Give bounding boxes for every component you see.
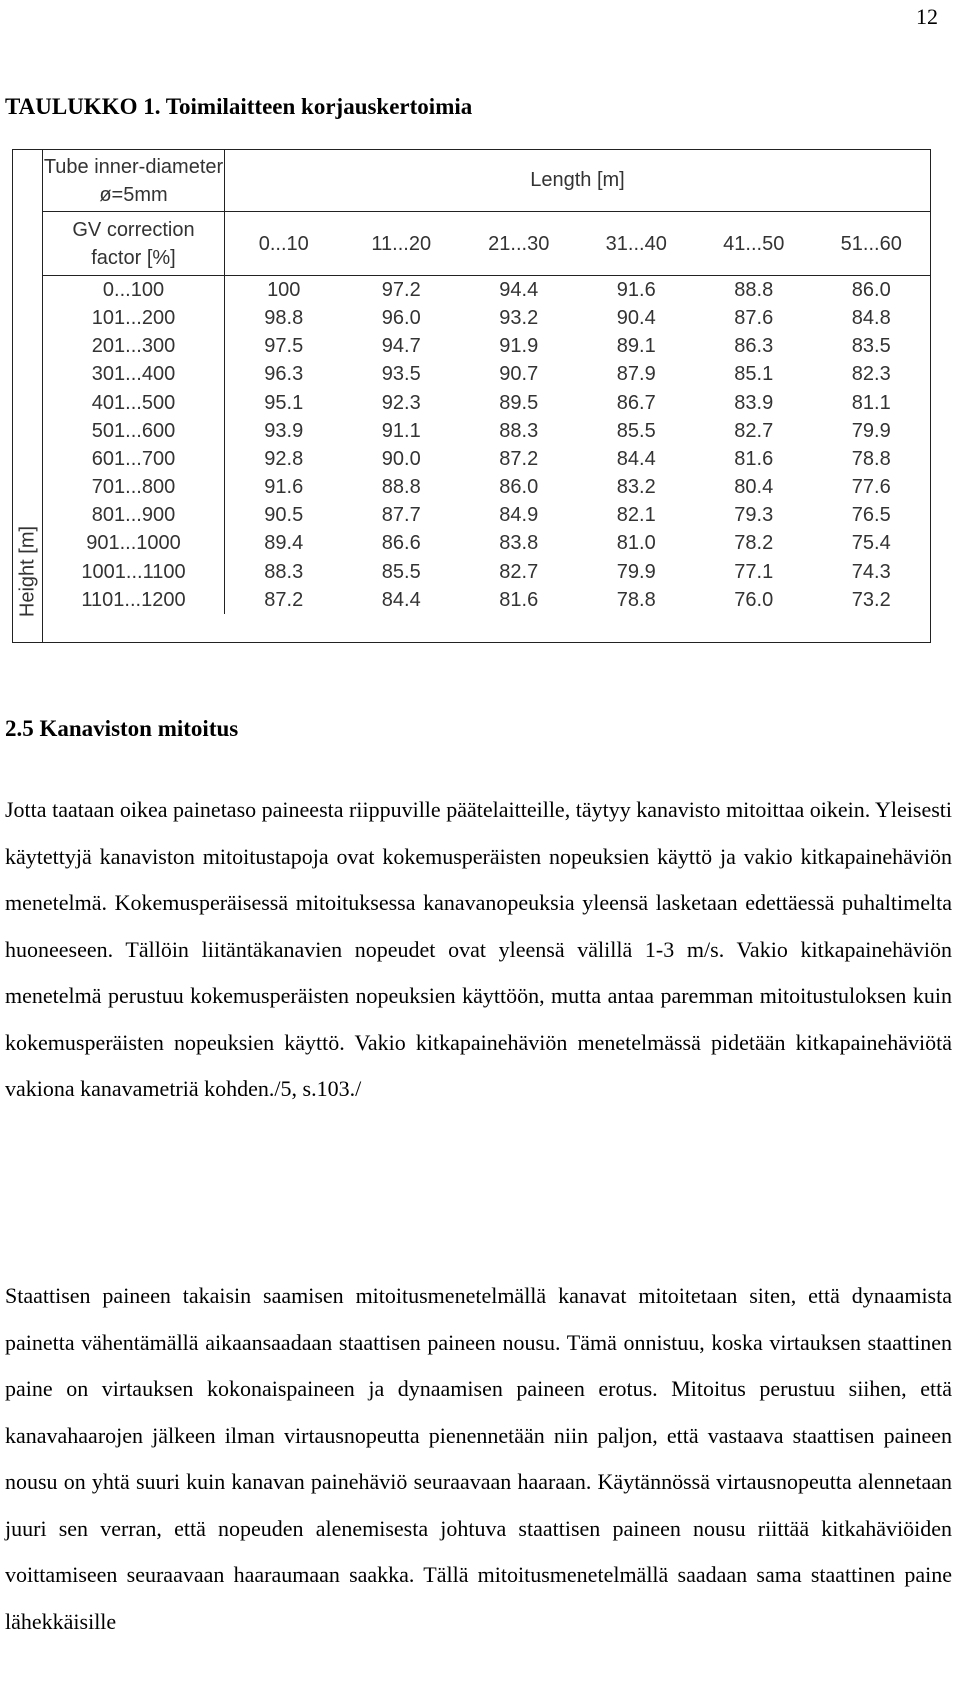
table-cell: 89.4 (264, 532, 304, 555)
table-cell: 86.6 (381, 532, 421, 555)
table-cell: 96.0 (381, 307, 421, 330)
row-height-range: 401...500 (43, 389, 225, 417)
table-cell: 90.7 (499, 363, 539, 386)
table-cell: 91.6 (616, 279, 656, 301)
table-row (43, 473, 930, 501)
table-cell: 81.6 (499, 588, 539, 611)
column-header: 0...10 (258, 233, 309, 255)
table-cell: 90.4 (616, 307, 656, 330)
table-cell: 100 (267, 279, 301, 301)
column-header: 51...60 (840, 233, 902, 255)
table-cell: 86.0 (499, 476, 539, 499)
length-header: Length [m] (225, 150, 930, 212)
height-axis-column (13, 150, 43, 642)
table-cell: 96.3 (264, 363, 304, 386)
table-cell: 88.3 (264, 560, 304, 583)
column-header: 21...30 (488, 233, 550, 255)
row-height-range: 101...200 (43, 304, 225, 332)
table-row (43, 558, 930, 586)
table-cell: 91.1 (381, 419, 421, 442)
table-cell: 87.7 (381, 504, 421, 527)
row-height-range: 501...600 (43, 417, 225, 445)
table-cell: 84.8 (851, 307, 891, 330)
table-cell: 94.4 (499, 279, 539, 301)
row-height-range: 1001...1100 (43, 558, 225, 586)
table-caption: TAULUKKO 1. Toimilaitteen korjauskertoimia (5, 94, 473, 119)
tube-diameter-line-1: Tube inner-diameter (43, 155, 224, 178)
table-cell: 78.8 (616, 588, 656, 611)
table-cell: 84.9 (499, 504, 539, 527)
table-cell: 79.9 (616, 560, 656, 583)
table-cell: 98.8 (264, 307, 304, 330)
table-cell: 80.4 (734, 476, 774, 499)
table-cell: 86.7 (616, 391, 656, 414)
row-height-range: 601...700 (43, 445, 225, 473)
column-header: 11...20 (371, 233, 432, 255)
section-heading: 2.5 Kanaviston mitoitus (5, 716, 239, 741)
table-cell: 75.4 (851, 532, 891, 555)
gv-correction-line-2: factor [%] (91, 246, 176, 269)
table-cell: 81.1 (851, 391, 891, 414)
table-cell: 87.2 (264, 588, 304, 611)
table-cell: 89.5 (499, 391, 539, 414)
gv-correction-line-1: GV correction (72, 218, 195, 241)
table-cell: 92.3 (381, 391, 421, 414)
table-cell: 74.3 (851, 560, 891, 583)
table-row (43, 389, 930, 417)
table-cell: 88.3 (499, 419, 539, 442)
table-cell: 88.8 (381, 476, 421, 499)
table-cell: 87.6 (734, 307, 774, 330)
table-cell: 89.1 (616, 335, 656, 358)
height-axis-label: Height [m] (16, 525, 39, 618)
table-row (43, 586, 930, 614)
table-cell: 90.0 (381, 447, 421, 470)
table-cell: 79.3 (734, 504, 774, 527)
table-cell: 83.9 (734, 391, 774, 414)
table-cell: 86.0 (851, 279, 891, 301)
column-header: 31...40 (605, 233, 667, 255)
table-cell: 84.4 (381, 588, 421, 611)
table-cell: 77.1 (734, 560, 774, 583)
table-row (43, 417, 930, 445)
table-cell: 90.5 (264, 504, 304, 527)
table-cell: 97.2 (381, 279, 421, 301)
table-cell: 97.5 (264, 335, 304, 358)
table-row (43, 445, 930, 473)
row-height-range: 901...1000 (43, 529, 225, 557)
table-body (43, 276, 930, 642)
correction-factor-table (12, 149, 931, 643)
table-cell: 81.6 (734, 447, 774, 470)
table-cell: 93.5 (381, 363, 421, 386)
table-cell: 82.7 (734, 419, 774, 442)
table-cell: 95.1 (264, 391, 304, 414)
tube-diameter-header (43, 150, 225, 212)
table-row (43, 529, 930, 557)
row-height-range: 0...100 (43, 276, 225, 304)
table-cell: 81.0 (616, 532, 656, 555)
table-cell: 82.7 (499, 560, 539, 583)
row-height-range: 701...800 (43, 473, 225, 501)
table-row (43, 304, 930, 332)
row-height-range: 201...300 (43, 332, 225, 360)
table-cell: 78.2 (734, 532, 774, 555)
table-cell: 87.9 (616, 363, 656, 386)
table-cell: 93.9 (264, 419, 304, 442)
table-row (43, 276, 930, 304)
row-height-range: 801...900 (43, 501, 225, 529)
column-header: 41...50 (723, 233, 785, 255)
table-row (43, 501, 930, 529)
table-cell: 84.4 (616, 447, 656, 470)
table-cell: 82.1 (616, 504, 656, 527)
table-cell: 83.5 (851, 335, 891, 358)
page-number: 12 (916, 4, 938, 29)
table-cell: 85.1 (734, 363, 774, 386)
table-cell: 86.3 (734, 335, 774, 358)
length-column-headers (225, 212, 930, 276)
table-cell: 73.2 (851, 588, 891, 611)
table-cell: 77.6 (851, 476, 891, 499)
row-height-range: 1101...1200 (43, 586, 225, 614)
table-cell: 83.2 (616, 476, 656, 499)
table-cell: 76.0 (734, 588, 774, 611)
tube-diameter-line-2: ø=5mm (99, 183, 168, 206)
table-cell: 94.7 (381, 335, 421, 358)
table-cell: 79.9 (851, 419, 891, 442)
table-cell: 88.8 (734, 279, 774, 301)
paragraph-1: Jotta taataan oikea painetaso paineesta riippuville päätelaitteille, täytyy kanavisto mitoittaa oikein. Yleisesti käytettyjä kanaviston mitoitustapoja ovat kokemusperäisten nopeuksien käyttö ja vakio kitkapainehäviön menetelmä. Kokemusperäisessä mitoituksessa kanavanopeuksia yleensä lasketaan edettäessä puhaltimelta huoneeseen. Tällöin liitäntäkanavien nopeudet ovat yleensä välillä 1-3 m/s. Vakio kitkapainehäviön menetelmä perustuu kokemusperäisten nopeuksien käyttöön, mutta antaa paremman mitoitustuloksen kuin kokemusperäisten nopeuksien käyttö. Vakio kitkapainehäviön menetelmässä pidetään kitkapainehäviötä vakiona kanavametriä kohden./5, s.103./ (5, 797, 952, 1101)
table-cell: 76.5 (851, 504, 891, 527)
gv-correction-header (43, 212, 225, 276)
table-cell: 83.8 (499, 532, 539, 555)
table-cell: 85.5 (616, 419, 656, 442)
row-height-range: 301...400 (43, 360, 225, 388)
table-cell: 92.8 (264, 447, 304, 470)
table-row (43, 360, 930, 388)
table-cell: 91.6 (264, 476, 304, 499)
table-row (43, 332, 930, 360)
table-cell: 78.8 (851, 447, 891, 470)
table-cell: 82.3 (851, 363, 891, 386)
paragraph-2: Staattisen paineen takaisin saamisen mitoitusmenetelmällä kanavat mitoitetaan siten, että dynaamista painetta vähentämällä aikaansaadaan staattisen paineen nousu. Tämä onnistuu, koska virtauksen staattinen paine on virtauksen kokonaispaineen ja dynaamisen paineen erotus. Mitoitus perustuu siihen, että kanavahaarojen jälkeen ilman virtausnopeutta pienennetään niin paljon, että vastaava staattisen paineen nousu on yhtä suuri kuin kanavan painehäviö seuraavaan haaraan. Käytännössä virtausnopeutta alennetaan juuri sen verran, että nopeuden alenemisesta johtuva staattisen paineen nousu riittää kitkahäviöiden voittamiseen seuraavaan haaraumaan saakka. Tällä mitoitusmenetelmällä saadaan sama staattinen paine lähekkäisille (5, 1283, 952, 1634)
table-cell: 87.2 (499, 447, 539, 470)
table-cell: 91.9 (499, 335, 539, 358)
table-cell: 85.5 (381, 560, 421, 583)
table-cell: 93.2 (499, 307, 539, 330)
